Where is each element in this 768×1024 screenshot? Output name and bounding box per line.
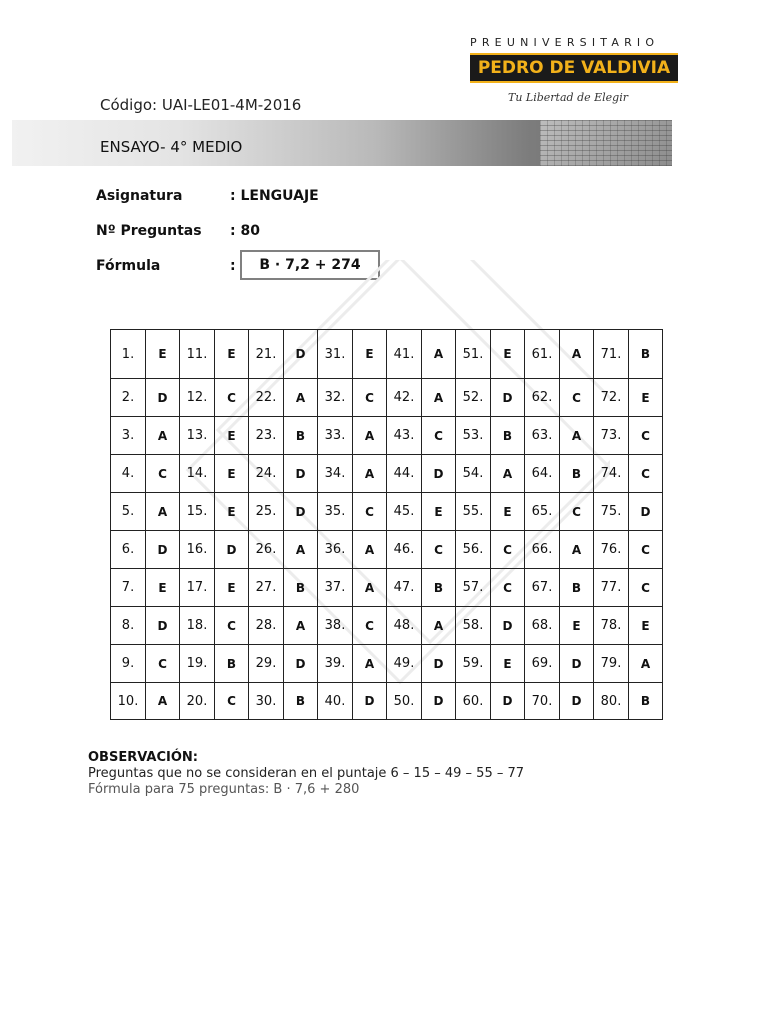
answer-letter: B xyxy=(284,683,318,720)
answer-letter: C xyxy=(353,379,387,417)
answer-letter: C xyxy=(215,379,249,417)
question-number: 41. xyxy=(387,330,422,379)
question-number: 43. xyxy=(387,417,422,455)
question-number: 18. xyxy=(180,607,215,645)
answer-letter: E xyxy=(215,493,249,531)
question-number: 58. xyxy=(456,607,491,645)
question-number: 35. xyxy=(318,493,353,531)
table-row xyxy=(111,569,663,607)
question-number: 19. xyxy=(180,645,215,683)
question-number: 30. xyxy=(249,683,284,720)
question-number: 5. xyxy=(111,493,146,531)
question-number: 79. xyxy=(594,645,629,683)
question-number: 42. xyxy=(387,379,422,417)
question-number: 74. xyxy=(594,455,629,493)
answer-letter: E xyxy=(629,379,663,417)
question-number: 4. xyxy=(111,455,146,493)
answer-letter: C xyxy=(215,683,249,720)
question-number: 13. xyxy=(180,417,215,455)
answer-letter: D xyxy=(560,645,594,683)
question-number: 68. xyxy=(525,607,560,645)
question-number: 53. xyxy=(456,417,491,455)
answer-key-table xyxy=(110,329,663,720)
answer-letter: C xyxy=(353,607,387,645)
question-number: 60. xyxy=(456,683,491,720)
question-number: 64. xyxy=(525,455,560,493)
question-number: 51. xyxy=(456,330,491,379)
answer-letter: A xyxy=(353,455,387,493)
question-number: 20. xyxy=(180,683,215,720)
question-number: 57. xyxy=(456,569,491,607)
question-number: 72. xyxy=(594,379,629,417)
answer-letter: B xyxy=(560,455,594,493)
table-row xyxy=(111,379,663,417)
question-number: 75. xyxy=(594,493,629,531)
question-number: 77. xyxy=(594,569,629,607)
logo-top-text: PREUNIVERSITARIO xyxy=(470,36,660,49)
question-number: 24. xyxy=(249,455,284,493)
table-row xyxy=(111,455,663,493)
question-number: 49. xyxy=(387,645,422,683)
observacion-block xyxy=(88,750,524,798)
answer-letter: E xyxy=(422,493,456,531)
question-number: 33. xyxy=(318,417,353,455)
question-number: 56. xyxy=(456,531,491,569)
answer-letter: C xyxy=(491,531,525,569)
observacion-formula-75: Fórmula para 75 preguntas: B · 7,6 + 280 xyxy=(88,782,360,797)
question-number: 67. xyxy=(525,569,560,607)
answer-letter: D xyxy=(491,607,525,645)
question-number: 37. xyxy=(318,569,353,607)
asignatura-value: : LENGUAJE xyxy=(230,188,319,204)
answer-letter: D xyxy=(284,330,318,379)
question-number: 11. xyxy=(180,330,215,379)
answer-letter: A xyxy=(284,379,318,417)
answer-letter: D xyxy=(146,379,180,417)
answer-letter: A xyxy=(284,531,318,569)
question-number: 7. xyxy=(111,569,146,607)
answer-letter: C xyxy=(422,531,456,569)
answer-letter: A xyxy=(422,330,456,379)
banner-title: ENSAYO- 4° MEDIO xyxy=(100,138,243,156)
answer-letter: A xyxy=(560,531,594,569)
answer-letter: D xyxy=(215,531,249,569)
answer-letter: C xyxy=(491,569,525,607)
answer-letter: E xyxy=(215,417,249,455)
question-number: 38. xyxy=(318,607,353,645)
question-number: 1. xyxy=(111,330,146,379)
observacion-title: OBSERVACIÓN: xyxy=(88,750,198,765)
answer-letter: C xyxy=(560,379,594,417)
answer-letter: E xyxy=(491,645,525,683)
answer-letter: C xyxy=(629,455,663,493)
question-number: 12. xyxy=(180,379,215,417)
table-row xyxy=(111,417,663,455)
question-number: 39. xyxy=(318,645,353,683)
question-number: 25. xyxy=(249,493,284,531)
question-number: 70. xyxy=(525,683,560,720)
question-number: 21. xyxy=(249,330,284,379)
question-number: 61. xyxy=(525,330,560,379)
question-number: 31. xyxy=(318,330,353,379)
answer-letter: C xyxy=(422,417,456,455)
answer-letter: D xyxy=(491,379,525,417)
answer-letter: B xyxy=(284,569,318,607)
question-number: 23. xyxy=(249,417,284,455)
question-number: 65. xyxy=(525,493,560,531)
table-row xyxy=(111,645,663,683)
asignatura-label: Asignatura xyxy=(96,188,183,204)
answer-letter: C xyxy=(629,531,663,569)
title-banner xyxy=(12,120,672,166)
answer-letter: B xyxy=(629,683,663,720)
question-number: 3. xyxy=(111,417,146,455)
logo-name: PEDRO DE VALDIVIA xyxy=(470,53,678,83)
answer-letter: A xyxy=(422,379,456,417)
formula-colon: : xyxy=(230,258,236,274)
question-number: 59. xyxy=(456,645,491,683)
question-number: 45. xyxy=(387,493,422,531)
question-number: 14. xyxy=(180,455,215,493)
logo-tagline: Tu Libertad de Elegir xyxy=(508,91,628,104)
answer-letter: E xyxy=(215,455,249,493)
answer-letter: A xyxy=(629,645,663,683)
question-number: 32. xyxy=(318,379,353,417)
answer-letter: E xyxy=(491,493,525,531)
question-number: 40. xyxy=(318,683,353,720)
answer-letter: D xyxy=(284,493,318,531)
question-number: 47. xyxy=(387,569,422,607)
question-number: 52. xyxy=(456,379,491,417)
answer-letter: D xyxy=(284,645,318,683)
answer-letter: E xyxy=(215,569,249,607)
table-row xyxy=(111,330,663,379)
answer-letter: C xyxy=(353,493,387,531)
question-number: 55. xyxy=(456,493,491,531)
answer-letter: A xyxy=(491,455,525,493)
question-number: 78. xyxy=(594,607,629,645)
answer-letter: A xyxy=(353,417,387,455)
question-number: 62. xyxy=(525,379,560,417)
question-number: 36. xyxy=(318,531,353,569)
answer-letter: B xyxy=(284,417,318,455)
answer-letter: A xyxy=(353,645,387,683)
question-number: 29. xyxy=(249,645,284,683)
answer-letter: C xyxy=(146,455,180,493)
answer-letter: A xyxy=(353,531,387,569)
document-code: Código: UAI-LE01-4M-2016 xyxy=(100,96,302,114)
answer-letter: E xyxy=(491,330,525,379)
question-number: 34. xyxy=(318,455,353,493)
question-number: 44. xyxy=(387,455,422,493)
question-number: 8. xyxy=(111,607,146,645)
formula-box: B · 7,2 + 274 xyxy=(240,250,380,280)
answer-letter: E xyxy=(215,330,249,379)
observacion-excluded: Preguntas que no se consideran en el puntaje 6 – 15 – 49 – 55 – 77 xyxy=(88,766,525,781)
answer-letter: C xyxy=(629,417,663,455)
question-number: 28. xyxy=(249,607,284,645)
answer-letter: D xyxy=(629,493,663,531)
question-number: 48. xyxy=(387,607,422,645)
answer-letter: A xyxy=(560,417,594,455)
answer-letter: E xyxy=(629,607,663,645)
question-number: 66. xyxy=(525,531,560,569)
answer-letter: E xyxy=(146,330,180,379)
question-number: 27. xyxy=(249,569,284,607)
formula-label: Fórmula xyxy=(96,258,161,274)
question-number: 80. xyxy=(594,683,629,720)
question-number: 50. xyxy=(387,683,422,720)
question-number: 17. xyxy=(180,569,215,607)
question-number: 69. xyxy=(525,645,560,683)
question-number: 22. xyxy=(249,379,284,417)
answer-letter: D xyxy=(146,531,180,569)
question-number: 26. xyxy=(249,531,284,569)
answer-letter: D xyxy=(560,683,594,720)
answer-letter: C xyxy=(629,569,663,607)
answer-letter: B xyxy=(422,569,456,607)
answer-letter: B xyxy=(629,330,663,379)
answer-letter: D xyxy=(284,455,318,493)
answer-letter: B xyxy=(491,417,525,455)
question-number: 15. xyxy=(180,493,215,531)
logo xyxy=(470,36,678,104)
table-row xyxy=(111,607,663,645)
answer-letter: D xyxy=(422,683,456,720)
answer-letter: D xyxy=(353,683,387,720)
question-number: 71. xyxy=(594,330,629,379)
answer-letter: C xyxy=(215,607,249,645)
preguntas-value: : 80 xyxy=(230,223,260,239)
question-number: 10. xyxy=(111,683,146,720)
answer-letter: A xyxy=(146,683,180,720)
answer-letter: E xyxy=(560,607,594,645)
answer-letter: D xyxy=(491,683,525,720)
banner-photo xyxy=(540,120,672,166)
table-row xyxy=(111,493,663,531)
answer-letter: A xyxy=(353,569,387,607)
answer-letter: A xyxy=(146,493,180,531)
question-number: 6. xyxy=(111,531,146,569)
question-number: 46. xyxy=(387,531,422,569)
question-number: 16. xyxy=(180,531,215,569)
answer-letter: A xyxy=(560,330,594,379)
answer-letter: A xyxy=(146,417,180,455)
answer-letter: E xyxy=(353,330,387,379)
question-number: 2. xyxy=(111,379,146,417)
question-number: 76. xyxy=(594,531,629,569)
answer-letter: C xyxy=(560,493,594,531)
answer-letter: D xyxy=(146,607,180,645)
question-number: 73. xyxy=(594,417,629,455)
preguntas-label: Nº Preguntas xyxy=(96,223,202,239)
table-row xyxy=(111,683,663,720)
question-number: 9. xyxy=(111,645,146,683)
answer-letter: B xyxy=(215,645,249,683)
answer-letter: E xyxy=(146,569,180,607)
answer-letter: A xyxy=(422,607,456,645)
table-row xyxy=(111,531,663,569)
answer-letter: C xyxy=(146,645,180,683)
answer-letter: A xyxy=(284,607,318,645)
question-number: 63. xyxy=(525,417,560,455)
answer-letter: D xyxy=(422,645,456,683)
question-number: 54. xyxy=(456,455,491,493)
answer-letter: D xyxy=(422,455,456,493)
answer-letter: B xyxy=(560,569,594,607)
